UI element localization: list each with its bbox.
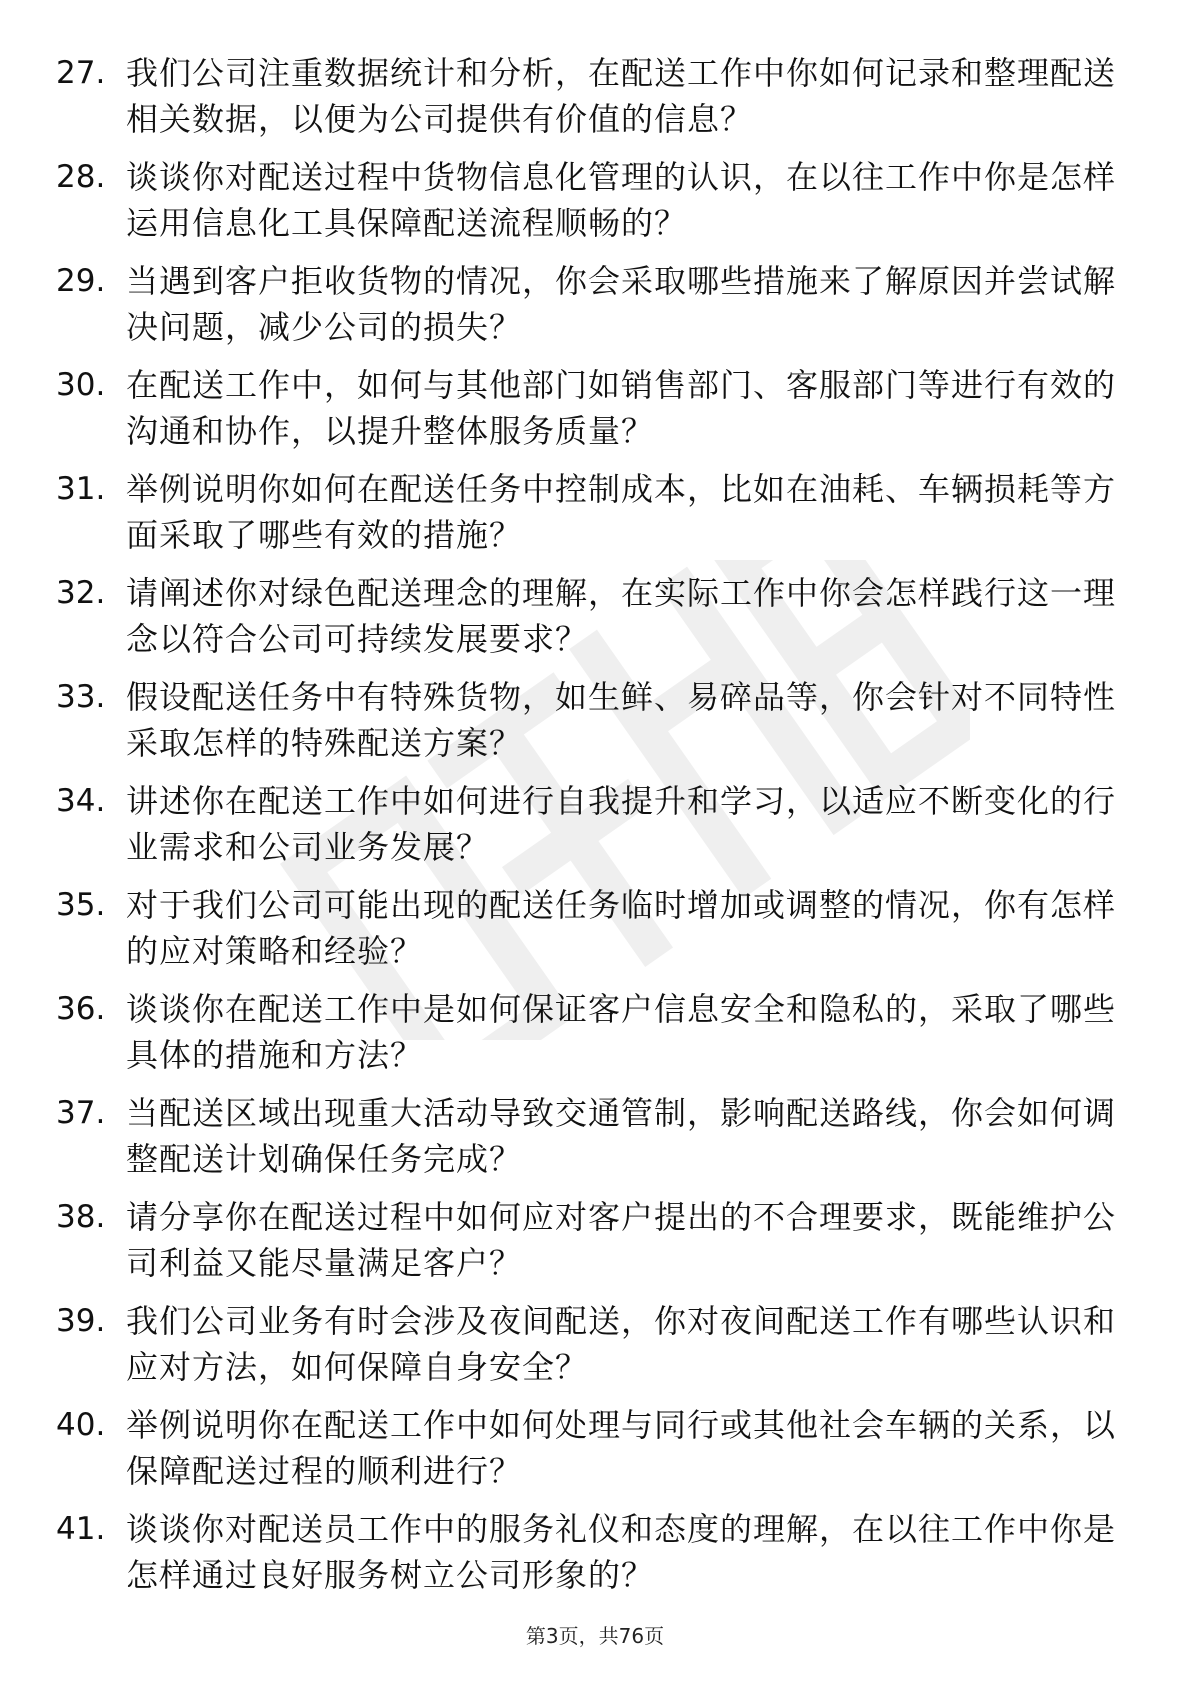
list-item — [56, 1298, 1136, 1402]
question-text: 当配送区域出现重大活动导致交通管制，影响配送路线，你会如何调整配送计划确保任务完成？ — [126, 1094, 1117, 1178]
question-number: 31. — [56, 471, 106, 507]
question-text: 对于我们公司可能出现的配送任务临时增加或调整的情况，你有怎样的应对策略和经验？ — [126, 886, 1117, 970]
question-number: 27. — [56, 55, 106, 91]
question-number: 29. — [56, 263, 106, 299]
question-text: 当遇到客户拒收货物的情况，你会采取哪些措施来了解原因并尝试解决问题，减少公司的损失？ — [126, 262, 1117, 346]
question-list — [56, 50, 1136, 1610]
list-item — [56, 50, 1136, 154]
question-number: 28. — [56, 159, 106, 195]
question-number: 37. — [56, 1095, 106, 1131]
list-item — [56, 154, 1136, 258]
list-item — [56, 674, 1136, 778]
question-number: 30. — [56, 367, 106, 403]
question-text: 假设配送任务中有特殊货物，如生鲜、易碎品等，你会针对不同特性采取怎样的特殊配送方案？ — [126, 678, 1117, 762]
question-number: 39. — [56, 1303, 106, 1339]
question-text: 在配送工作中，如何与其他部门如销售部门、客服部门等进行有效的沟通和协作，以提升整体服务质量？ — [126, 366, 1117, 450]
question-number: 34. — [56, 783, 106, 819]
list-item — [56, 778, 1136, 882]
question-text: 请分享你在配送过程中如何应对客户提出的不合理要求，既能维护公司利益又能尽量满足客户？ — [126, 1198, 1117, 1282]
question-number: 33. — [56, 679, 106, 715]
question-text: 我们公司注重数据统计和分析，在配送工作中你如何记录和整理配送相关数据，以便为公司提供有价值的信息？ — [126, 54, 1117, 138]
list-item — [56, 466, 1136, 570]
question-text: 谈谈你在配送工作中是如何保证客户信息安全和隐私的，采取了哪些具体的措施和方法？ — [126, 990, 1117, 1074]
question-text: 谈谈你对配送过程中货物信息化管理的认识，在以往工作中你是怎样运用信息化工具保障配送流程顺畅的？ — [126, 158, 1117, 242]
question-text: 谈谈你对配送员工作中的服务礼仪和态度的理解，在以往工作中你是怎样通过良好服务树立公司形象的？ — [126, 1510, 1117, 1594]
question-number: 35. — [56, 887, 106, 923]
list-item — [56, 258, 1136, 362]
list-item — [56, 362, 1136, 466]
question-text: 举例说明你如何在配送任务中控制成本，比如在油耗、车辆损耗等方面采取了哪些有效的措施？ — [126, 470, 1117, 554]
list-item — [56, 1402, 1136, 1506]
question-text: 我们公司业务有时会涉及夜间配送，你对夜间配送工作有哪些认识和应对方法，如何保障自身安全？ — [126, 1302, 1117, 1386]
question-text: 举例说明你在配送工作中如何处理与同行或其他社会车辆的关系，以保障配送过程的顺利进行？ — [126, 1406, 1117, 1490]
list-item — [56, 1194, 1136, 1298]
question-number: 38. — [56, 1199, 106, 1235]
page-footer: 第3页，共76页 — [525, 1624, 665, 1648]
question-number: 32. — [56, 575, 106, 611]
list-item — [56, 570, 1136, 674]
list-item — [56, 986, 1136, 1090]
question-number: 40. — [56, 1407, 106, 1443]
question-text: 请阐述你对绿色配送理念的理解，在实际工作中你会怎样践行这一理念以符合公司可持续发展要求？ — [126, 574, 1117, 658]
list-item — [56, 882, 1136, 986]
question-number: 41. — [56, 1511, 106, 1547]
list-item — [56, 1506, 1136, 1610]
list-item — [56, 1090, 1136, 1194]
question-number: 36. — [56, 991, 106, 1027]
question-text: 讲述你在配送工作中如何进行自我提升和学习，以适应不断变化的行业需求和公司业务发展？ — [126, 782, 1117, 866]
